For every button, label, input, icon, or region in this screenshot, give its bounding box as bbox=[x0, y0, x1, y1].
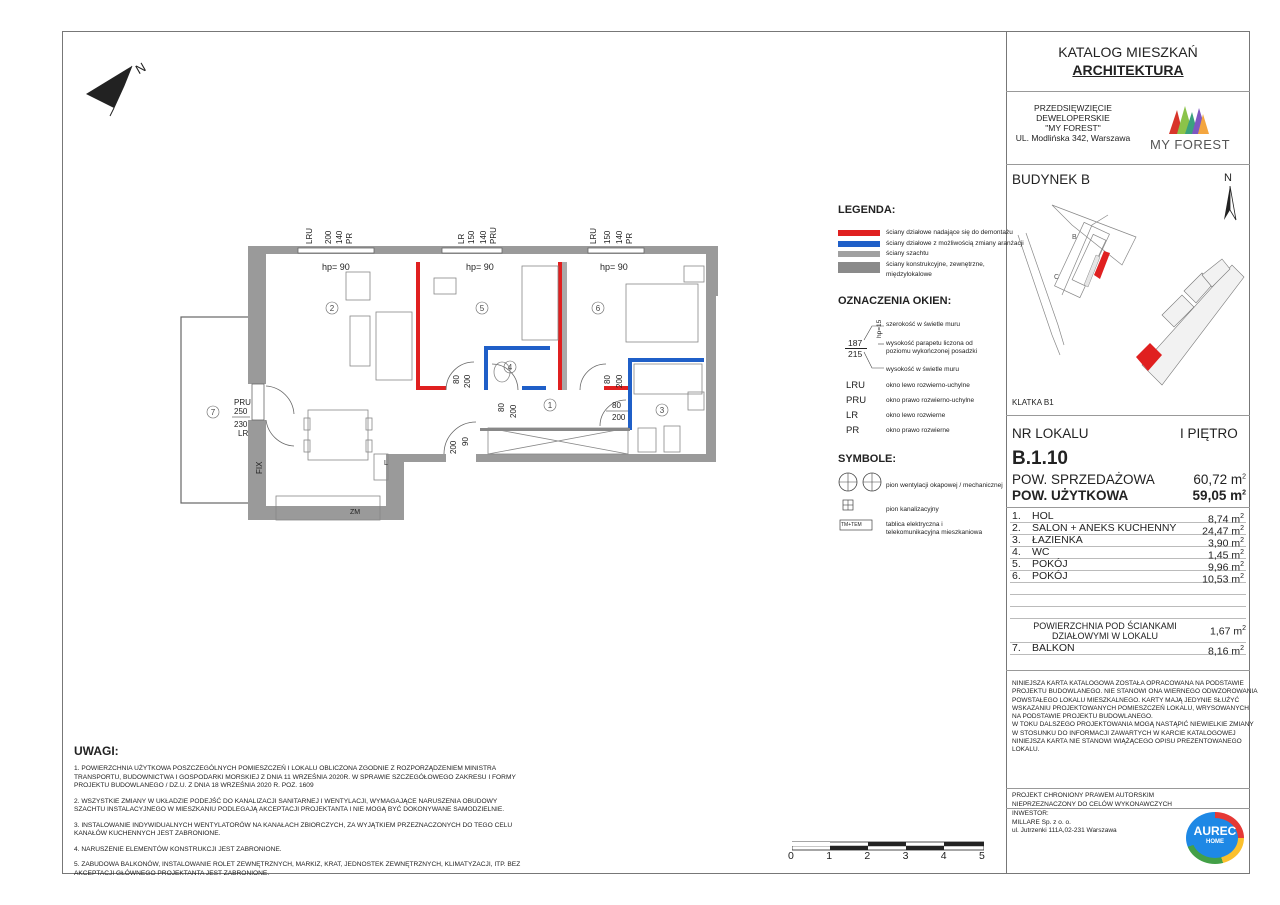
svg-text:C: C bbox=[1054, 274, 1060, 281]
desc-height: wysokość w świetle muru bbox=[886, 366, 959, 373]
svg-text:140: 140 bbox=[615, 230, 624, 244]
svg-text:4: 4 bbox=[507, 363, 513, 372]
svg-text:PR: PR bbox=[345, 232, 354, 244]
scale-label: 0 bbox=[788, 850, 794, 862]
divider bbox=[1006, 415, 1250, 416]
divider bbox=[1006, 91, 1250, 92]
sales-area-label: POW. SPRZEDAŻOWA bbox=[1012, 472, 1155, 487]
partition-area-label: POWIERZCHNIA POD ŚCIANKAMI DZIAŁOWYMI W LOKALU bbox=[1033, 621, 1177, 641]
svg-text:LR: LR bbox=[457, 233, 466, 244]
window-type-code: PRU bbox=[846, 395, 867, 406]
investor-info: INWESTOR: MILLARE Sp. z o. o. ul. Jutrzenki 111A,02-231 Warszawa bbox=[1012, 810, 1117, 834]
svg-text:230: 230 bbox=[234, 420, 248, 429]
room-row: 2. SALON + ANEKS KUCHENNY 24,47 $m^2$ bbox=[1012, 522, 1244, 538]
svg-text:hp= 90: hp= 90 bbox=[466, 262, 494, 272]
svg-text:90: 90 bbox=[461, 437, 470, 446]
floor-plan bbox=[176, 222, 726, 522]
symbol-vent: pion wentylacji okapowej / mechanicznej bbox=[886, 482, 1003, 489]
svg-text:80: 80 bbox=[603, 375, 612, 384]
room-row: 3. ŁAZIENKA 3,90 $m^2$ bbox=[1012, 534, 1244, 550]
disclaimer-text: NINIEJSZA KARTA KATALOGOWA ZOSTAŁA OPRACOWANA NA PODSTAWIE PROJEKTU BUDOWLANEGO. NIE STANOWI ONA WIERNEGO ODWZOROWANIA POWSTAŁEGO LOKALU MIESZKALNEGO. KARTY MAJĄ JEDYNIE SŁUŻYĆ WSKAZANIU PROJEKTOWANYCH POMIESZCZEŃ LOKALU, WRYSOWANYCH NA PODSTAWIE PROJEKTU BUDOWLANEGO. W TOKU DALSZEGO PROJEKTOWANIA MOGĄ NASTĄPIĆ NIEWIELKIE ZMIANY W STOSUNKU DO INFORMACJI ZAWARTYCH W KARCIE KATALOGOWEJ NINIEJSZA KARTA NIE STANOWI WIĄŻĄCEGO OPISU PREZENTOWANEGO LOKALU. bbox=[1012, 680, 1258, 754]
electric-panel-box: TM+TEM bbox=[841, 522, 862, 528]
window-height-sample: 215 bbox=[848, 349, 863, 359]
svg-text:200: 200 bbox=[509, 404, 518, 418]
svg-text:80: 80 bbox=[497, 403, 506, 412]
svg-text:140: 140 bbox=[335, 230, 344, 244]
divider bbox=[1006, 670, 1250, 671]
symbols-title: SYMBOLE: bbox=[838, 453, 897, 465]
svg-text:LRU: LRU bbox=[305, 227, 314, 244]
scale-label: 5 bbox=[979, 850, 985, 862]
divider bbox=[1006, 808, 1250, 809]
room-row: 5. POKÓJ 9,96 $m^2$ bbox=[1012, 558, 1244, 574]
room-row: 4. WC 1,45 $m^2$ bbox=[1012, 546, 1244, 562]
svg-text:1: 1 bbox=[547, 401, 553, 410]
svg-text:LR: LR bbox=[238, 429, 249, 438]
window-type-desc: okno lewo rozwierno-uchylne bbox=[886, 382, 970, 389]
copyright-text: PROJEKT CHRONIONY PRAWEM AUTORSKIM NIEPRZEZNACZONY DO CELÓW WYKONAWCZYCH bbox=[1012, 792, 1172, 808]
window-type-desc: okno prawo rozwierne bbox=[886, 427, 950, 434]
scale-label: 4 bbox=[940, 850, 947, 862]
svg-text:80: 80 bbox=[452, 375, 461, 384]
building-label: BUDYNEK B bbox=[1012, 172, 1091, 187]
my-forest-logo-icon bbox=[1165, 104, 1215, 136]
aurec-logo-icon: AUREC HOME bbox=[1186, 812, 1244, 864]
legend-label: ściany konstrukcyjne, zewnętrzne, bbox=[886, 260, 985, 268]
svg-text:250: 250 bbox=[234, 407, 248, 416]
partition-area-value: 1,67 $m^2$ bbox=[1209, 625, 1246, 638]
window-width-sample: 187 bbox=[848, 338, 863, 348]
svg-text:B: B bbox=[1072, 234, 1077, 241]
legend-label: ściany działowe z możliwością zmiany aranżacji bbox=[886, 239, 1024, 247]
svg-text:200: 200 bbox=[324, 230, 333, 244]
title-block-divider bbox=[1006, 31, 1007, 874]
notes-list: 1. POWIERZCHNIA UŻYTKOWA POSZCZEGÓLNYCH POMIESZCZEŃ I LOKALU OBLICZONA ZGODNIE Z ROZPORZĄDZENIEM MINISTRA TRANSPORTU, BUDOWNICTWA I GOSPODARKI MORSKIEJ Z DNIA 11 WRZEŚNIA 2020R. W SPRAWIE SZCZEGÓŁOWEGO ZAKRESU I FORMY PROJEKTU BUDOWLANEGO / DZ.U. Z DNIA 18 WRZEŚNIA 2020 R. POZ. 1609 2. WSZYSTKIE ZMIANY W UKŁADZIE PODEJŚĆ DO KANALIZACJI SANITARNEJ I WENTYLACJI, WYMAGAJĄCE NARUSZENIA OBUDOWY SZACHTU INSTALACYJNEGO W MIESZKANIU PODLEGAJĄ AKCEPTACJI PROJEKTANTA I NIE MOGĄ BYĆ DOKONYWANE SAMODZIELNIE. 3. INSTALOWANIE INDYWIDUALNYCH WENTYLATORÓW NA KANAŁACH ZBIORCZYCH, ZA WYJĄTKIEM PRZEZNACZONYCH DO TEGO CELU KANAŁÓW KUCHENNYCH JEST ZABRONIONE. 4. NARUSZENIE ELEMENTÓW KONSTRUKCJI JEST ZABRONIONE. 5. ZABUDOWA BALKONÓW, INSTALOWANIE ROLET ZEWNĘTRZNYCH, MARKIZ, KRAT, JEDNOSTEK ZEWNĘTRZNYCH, KLIMATYZACJI, ITP. BEZ AKCEPTACJI GŁÓWNEGO PROJEKTANTA JEST ZABRONIONE. bbox=[74, 765, 521, 877]
scale-label: 3 bbox=[902, 850, 909, 862]
svg-text:80: 80 bbox=[612, 401, 621, 410]
svg-text:N: N bbox=[132, 59, 149, 78]
empty-row bbox=[1010, 607, 1246, 619]
scale-label: 2 bbox=[864, 850, 871, 862]
scale-bar bbox=[792, 838, 984, 848]
divider bbox=[1006, 164, 1250, 165]
divider bbox=[1006, 507, 1250, 508]
svg-text:140: 140 bbox=[479, 230, 488, 244]
notes-title: UWAGI: bbox=[74, 744, 119, 758]
svg-text:200: 200 bbox=[615, 374, 624, 388]
legend-label: ściany szachtu bbox=[886, 250, 929, 257]
legend-swatch bbox=[838, 251, 880, 257]
windows-legend-title: OZNACZENIA OKIEN: bbox=[838, 295, 952, 307]
svg-text:PRU: PRU bbox=[234, 398, 251, 407]
symbol-sewage: pion kanalizacyjny bbox=[886, 506, 939, 513]
north-arrow-plan-icon bbox=[84, 52, 164, 127]
legend-swatch bbox=[838, 230, 880, 236]
legend-label: ściany działowe nadające się do demontażu bbox=[886, 229, 1013, 236]
window-type-desc: okno lewo rozwierne bbox=[886, 412, 946, 419]
divider bbox=[1006, 788, 1250, 789]
svg-text:200: 200 bbox=[612, 413, 626, 422]
svg-text:150: 150 bbox=[603, 230, 612, 244]
room-row: 1. HOL 8,74 $m^2$ bbox=[1012, 510, 1244, 526]
room-row: 6. POKÓJ 10,53 $m^2$ bbox=[1012, 570, 1244, 586]
floor-label: I PIĘTRO bbox=[1180, 426, 1238, 441]
unit-number-label: NR LOKALU bbox=[1012, 426, 1089, 441]
window-type-code: LRU bbox=[846, 380, 866, 391]
balcony-row: 7. BALKON 8,16 $m^2$ bbox=[1012, 642, 1244, 658]
symbol-panel-1: tablica elektryczna i bbox=[886, 521, 943, 528]
legend-title: LEGENDA: bbox=[838, 204, 896, 216]
svg-text:7: 7 bbox=[210, 408, 216, 417]
legend-swatch bbox=[838, 262, 880, 273]
svg-text:hp= 90: hp= 90 bbox=[600, 262, 628, 272]
legend-label: międzylokalowe bbox=[886, 271, 932, 278]
svg-text:PR: PR bbox=[625, 232, 634, 244]
svg-text:3: 3 bbox=[659, 406, 665, 415]
svg-text:150: 150 bbox=[467, 230, 476, 244]
brand-name: MY FOREST bbox=[1149, 137, 1231, 152]
svg-text:ZM: ZM bbox=[350, 509, 361, 516]
site-plan-map bbox=[1012, 195, 1248, 391]
desc-hp2: poziomu wykończonej posadzki bbox=[886, 348, 978, 355]
svg-text:200: 200 bbox=[463, 374, 472, 388]
developer-info: PRZEDSIĘWZIĘCIE DEWELOPERSKIE "MY FOREST" UL. Modlińska 342, Warszawa bbox=[1015, 103, 1131, 143]
sales-area-value: 60,72 $m^2$ bbox=[1193, 472, 1246, 487]
svg-text:200: 200 bbox=[449, 440, 458, 454]
svg-text:FIX: FIX bbox=[255, 461, 264, 474]
usable-area-value: 59,05 $m^2$ bbox=[1192, 488, 1246, 503]
empty-row bbox=[1010, 595, 1246, 607]
svg-text:5: 5 bbox=[479, 304, 485, 313]
svg-text:LRU: LRU bbox=[589, 227, 598, 244]
window-type-desc: okno prawo rozwierno-uchylne bbox=[886, 397, 975, 404]
scale-label: 1 bbox=[826, 850, 833, 862]
svg-text:hp= 90: hp= 90 bbox=[322, 262, 350, 272]
svg-text:6: 6 bbox=[595, 304, 601, 313]
usable-area-label: POW. UŻYTKOWA bbox=[1012, 488, 1129, 503]
window-type-code: PR bbox=[846, 425, 860, 436]
stair-label: KLATKA B1 bbox=[1012, 398, 1054, 407]
svg-text:L: L bbox=[384, 460, 388, 467]
desc-width: szerokość w świetle muru bbox=[886, 321, 961, 328]
window-legend-leaders bbox=[862, 319, 888, 374]
window-type-code: LR bbox=[846, 410, 859, 421]
window-hp-sample: hp=15 bbox=[876, 319, 883, 338]
desc-hp1: wysokość parapetu liczona od bbox=[886, 340, 973, 347]
svg-text:PRU: PRU bbox=[489, 227, 498, 244]
catalog-title: KATALOG MIESZKAŃ bbox=[1058, 44, 1198, 60]
catalog-subtitle: ARCHITEKTURA bbox=[1072, 62, 1184, 78]
symbol-panel-2: telekomunikacyjna mieszkaniowa bbox=[886, 529, 983, 536]
legend-swatch bbox=[838, 241, 880, 247]
svg-text:2: 2 bbox=[329, 304, 335, 313]
north-label: N bbox=[1224, 172, 1232, 184]
unit-number: B.1.10 bbox=[1012, 448, 1068, 469]
empty-row bbox=[1010, 583, 1246, 595]
